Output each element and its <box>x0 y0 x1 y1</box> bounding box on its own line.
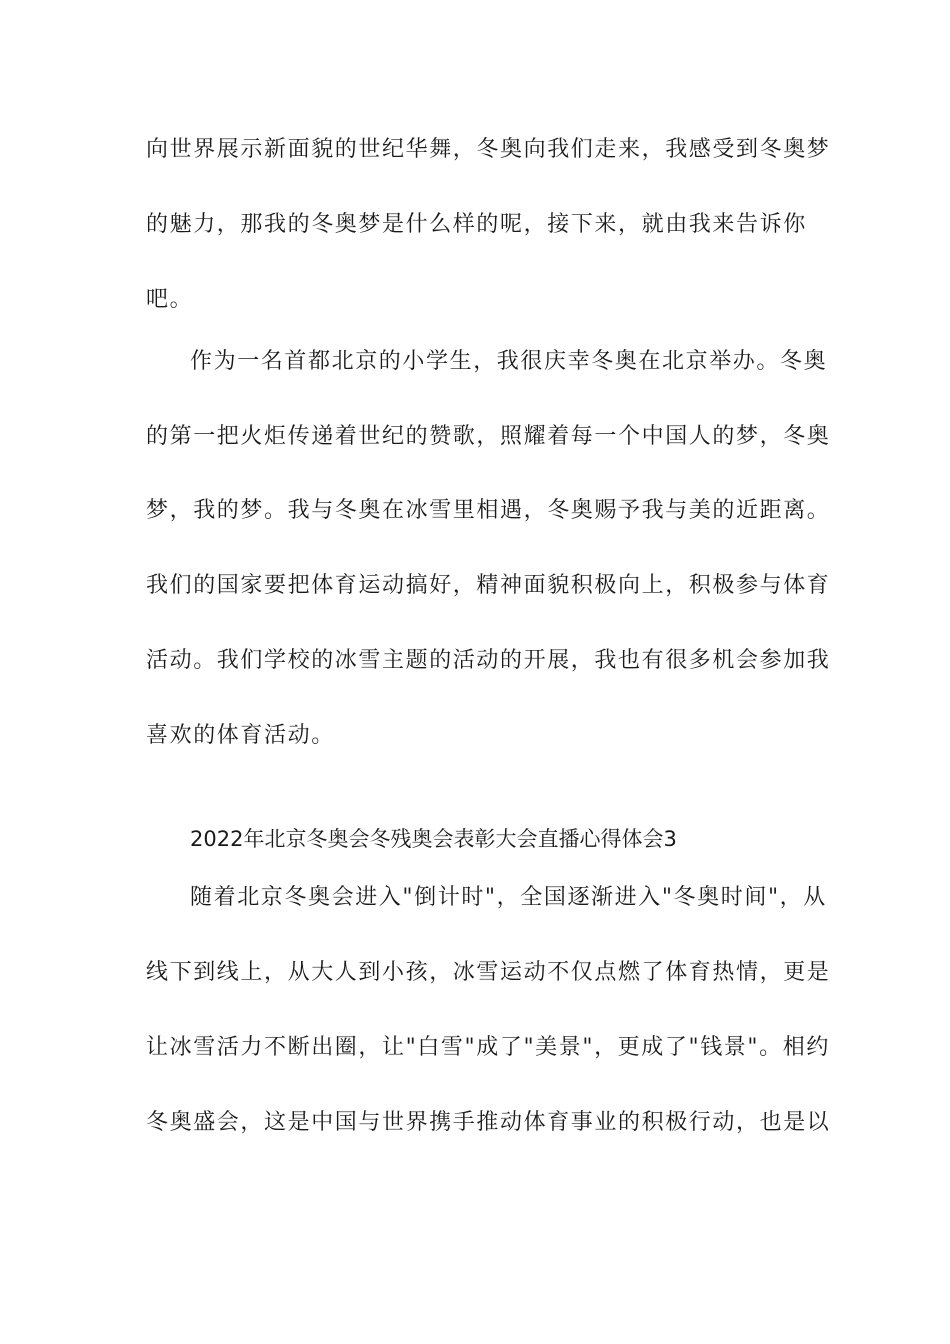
paragraph-line: 我们的国家要把体育运动搞好，精神面貌积极向上，积极参与体育 <box>146 573 831 598</box>
paragraph-line: 喜欢的体育活动。 <box>146 723 335 748</box>
paragraph-line: 梦，我的梦。我与冬奥在冰雪里相遇，冬奥赐予我与美的近距离。 <box>146 498 831 523</box>
paragraph-line: 的魅力，那我的冬奥梦是什么样的呢，接下来，就由我来告诉你 <box>146 212 807 237</box>
paragraph-line: 随着北京冬奥会进入"倒计时"，全国逐渐进入"冬奥时间"，从 <box>190 885 827 910</box>
paragraph-line: 吧。 <box>146 287 194 312</box>
paragraph-line: 让冰雪活力不断出圈，让"白雪"成了"美景"，更成了"钱景"。相约 <box>146 1035 830 1060</box>
paragraph-line: 线下到线上，从大人到小孩，冰雪运动不仅点燃了体育热情，更是 <box>146 960 831 985</box>
paragraph-line: 的第一把火炬传递着世纪的赞歌，照耀着每一个中国人的梦，冬奥 <box>146 424 831 449</box>
paragraph-line: 活动。我们学校的冰雪主题的活动的开展，我也有很多机会参加我 <box>146 648 831 673</box>
paragraph-line: 向世界展示新面貌的世纪华舞，冬奥向我们走来，我感受到冬奥梦 <box>146 137 831 162</box>
paragraph-line: 冬奥盛会，这是中国与世界携手推动体育事业的积极行动，也是以 <box>146 1110 831 1135</box>
paragraph-line: 作为一名首都北京的小学生，我很庆幸冬奥在北京举办。冬奥 <box>190 349 828 374</box>
section-heading: 2022年北京冬奥会冬残奥会表彰大会直播心得体会3 <box>190 827 677 851</box>
